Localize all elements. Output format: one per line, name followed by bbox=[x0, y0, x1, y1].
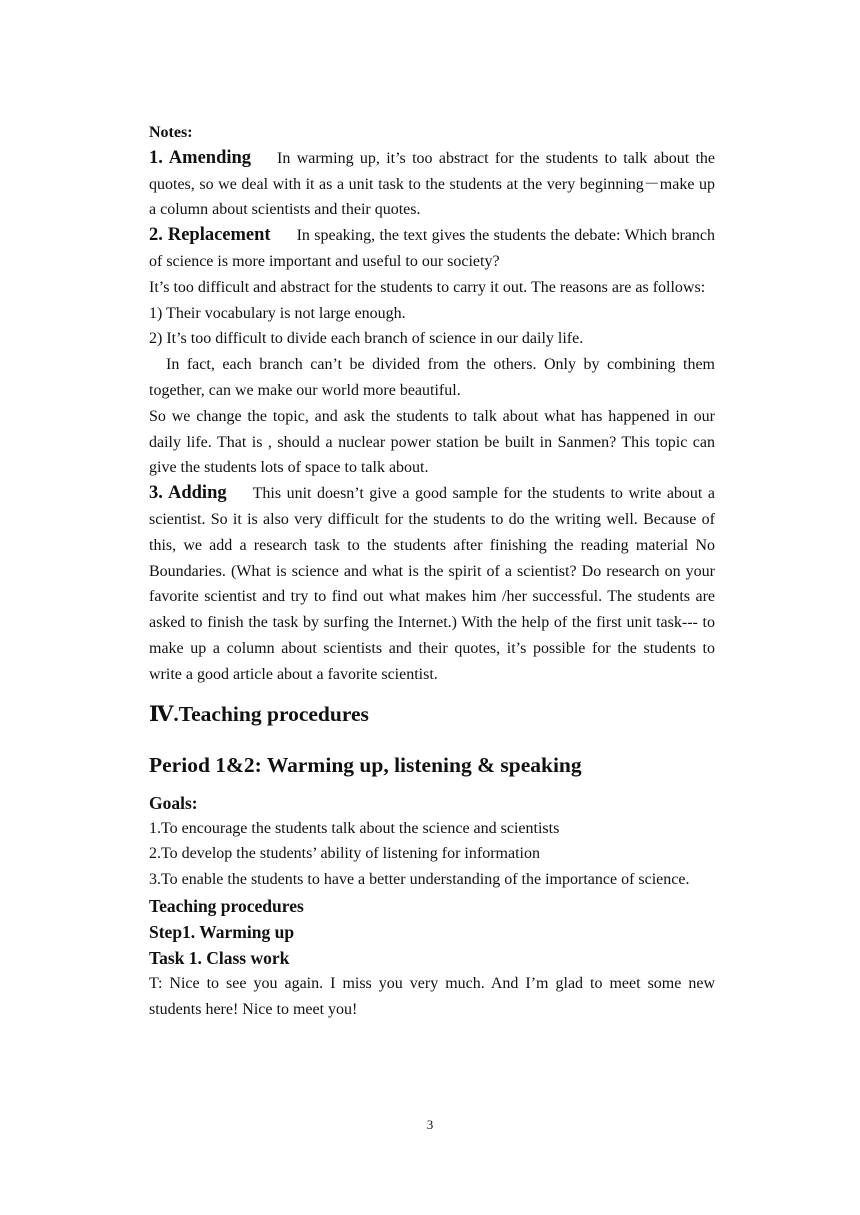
period-title: Period 1&2: Warming up, listening & speaking bbox=[149, 752, 582, 777]
note-replacement-heading: 2. Replacement bbox=[149, 225, 271, 246]
replacement-reason-intro: It’s too difficult and abstract for the students to carry it out. The reasons are as follows: bbox=[149, 278, 706, 296]
page-number: 3 bbox=[426, 1117, 434, 1132]
note-adding-heading: 3. Adding bbox=[149, 483, 227, 504]
goal-1: 1.To encourage the students talk about the science and scientists bbox=[149, 819, 560, 837]
goals-label: Goals: bbox=[149, 792, 198, 813]
replacement-reason-2: 2) It’s too difficult to divide each branch of science in our daily life. bbox=[149, 330, 584, 348]
in-fact-paragraph: In fact, each branch can’t be divided from the others. Only by combining them together, can we make our world more beautiful. bbox=[149, 356, 715, 399]
note-adding-text: This unit doesn’t give a good sample for the students to write about a scientist. So it is also very difficult for the students to do the writing well. Because of this, we add a research task to the students after finishing the reading material No Boundaries. (What is science and what is the spirit of a scientist? Do research on your favorite scientist and try to find out what makes him /her successful. The students are asked to finish the task by surfing the Internet.) With the help of the first unit task--- to make up a column about scientists and their quotes, it’s possible for the students to write a good article about a favorite scientist. bbox=[149, 485, 715, 683]
step-heading: Step1. Warming up bbox=[149, 921, 295, 942]
document-page bbox=[149, 120, 715, 1023]
goal-3: 3.To enable the students to have a better understanding of the importance of science. bbox=[149, 871, 690, 889]
replacement-reason-1: 1) Their vocabulary is not large enough. bbox=[149, 304, 406, 322]
topic-change-paragraph: So we change the topic, and ask the students to talk about what has happened in our daily life. That is , should a nuclear power station be built in Sanmen? This topic can give the students lots of space to talk about. bbox=[149, 407, 715, 477]
note-amending-text: In warming up, it’s too abstract for the students to talk about the quotes, so we deal with it as a unit task to the students at the very beginning－make up a column about scientists and their quotes. bbox=[149, 149, 716, 219]
note-amending bbox=[149, 146, 715, 223]
task-heading: Task 1. Class work bbox=[149, 947, 290, 968]
goal-2: 2.To develop the students’ ability of listening for information bbox=[149, 845, 540, 863]
note-adding bbox=[149, 481, 715, 687]
notes-label: Notes: bbox=[149, 124, 193, 141]
note-replacement bbox=[149, 223, 715, 275]
teacher-dialogue: T: Nice to see you again. I miss you very much. And I’m glad to meet some new students here! Nice to meet you! bbox=[149, 974, 715, 1018]
note-amending-heading: 1. Amending bbox=[149, 147, 252, 168]
section-title: Ⅳ.Teaching procedures bbox=[149, 701, 369, 726]
note-replacement-text: In speaking, the text gives the students the debate: Which branch of science is more important and useful to our society? bbox=[149, 227, 715, 270]
procedures-label: Teaching procedures bbox=[149, 895, 304, 916]
